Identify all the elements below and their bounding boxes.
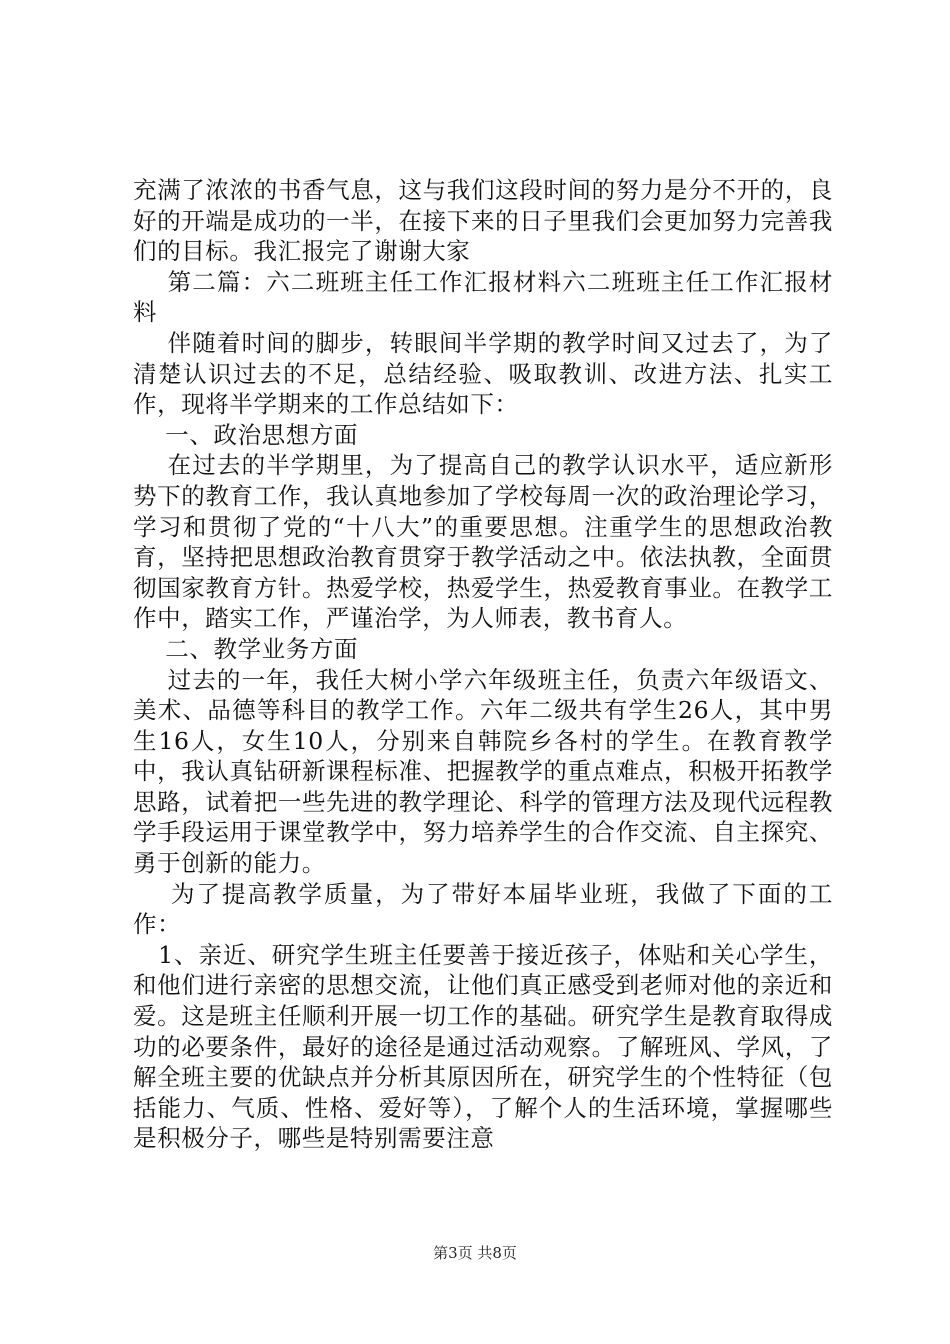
paragraph-item-1: 1、亲近、研究学生班主任要善于接近孩子，体贴和关心学生，和他们进行亲密的思想交流，让他们真正感受到老师对他的亲近和爱。这是班主任顺利开展一切工作的基础。研究学生是教育取得成功的必要条件，最好的途径是通过活动观察。了解班风、学风，了解全班主要的优缺点并分析其原因所在，研究学生的个性特征（包括能力、气质、性格、爱好等），了解个人的生活环境，掌握哪些是积极分子，哪些是特别需要注意 [133,940,833,1153]
page-number-footer: 第3页 共8页 [433,1244,517,1262]
paragraph-political-thought: 在过去的半学期里，为了提高自己的教学认识水平，适应新形势下的教育工作，我认真地参加了学校每周一次的政治理论学习，学习和贯彻了党的“十八大”的重要思想。注重学生的思想政治教育，坚持把思想政治教育贯穿于教学活动之中。依法执教，全面贯彻国家教育方针。热爱学校，热爱学生，热爱教育事业。在教学工作中，踏实工作，严谨治学，为人师表，教书育人。 [133,451,834,633]
paragraph-teaching-work: 过去的一年，我任大树小学六年级班主任，负责六年级语文、美术、品德等科目的教学工作。六年二级共有学生26人，其中男生16人，女生10人，分别来自韩院乡各村的学生。在教育教学中，我认真钻研新课程标准、把握教学的重点难点，积极开拓教学思路，试着把一些先进的教学理论、科学的管理方法及现代远程教学手段运用于课堂教学中，努力培养学生的合作交流、自主探究、勇于创新的能力。 [133,665,834,878]
heading-teaching-work: 二、教学业务方面 [133,634,359,663]
paragraph-work-intro: 为了提高教学质量，为了带好本届毕业班，我做了下面的工作： [133,879,833,939]
heading-political-thought: 一、政治思想方面 [133,420,359,449]
section-title: 第二篇：六二班班主任工作汇报材料六二班班主任工作汇报材料 [133,267,834,327]
paragraph-continuation: 充满了浓浓的书香气息，这与我们这段时间的努力是分不开的，良好的开端是成功的一半，在接下来的日子里我们会更加努力完善我们的目标。我汇报完了谢谢大家 [133,176,833,266]
paragraph-intro: 伴随着时间的脚步，转眼间半学期的教学时间又过去了，为了清楚认识过去的不足，总结经验、吸取教训、改进方法、扎实工作，现将半学期来的工作总结如下： [133,328,834,419]
document-body [133,175,833,1154]
